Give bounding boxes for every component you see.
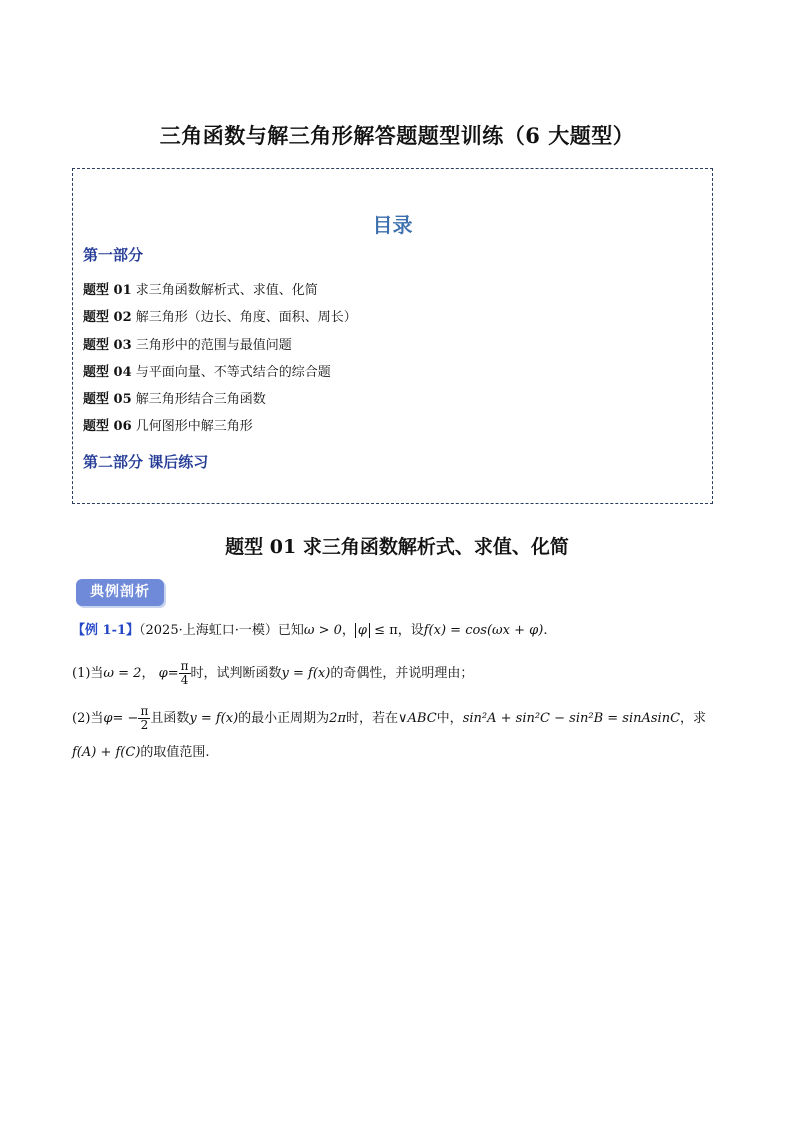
toc-item[interactable] [83, 281, 357, 308]
toc-item-number: 题型 06 [83, 419, 132, 435]
toc-item-number: 题型 01 [83, 283, 132, 298]
condition-phi-bound: ≤ π [370, 623, 398, 638]
triangle-label: ∨ABC [398, 711, 437, 726]
period-value: 2π [329, 711, 346, 726]
omega-value: ω = 2 [103, 666, 142, 681]
toc-item[interactable] [83, 363, 357, 390]
fraction-denominator: 2 [140, 718, 149, 732]
fraction-denominator: 4 [180, 673, 189, 687]
toc-item[interactable] [83, 390, 357, 417]
example-source: （2025·上海虹口·一模）已知 [139, 623, 304, 638]
phi-label: φ= [158, 666, 179, 681]
toc-item-number: 题型 03 [83, 337, 132, 353]
separator: ， [341, 623, 355, 638]
toc-item[interactable] [83, 417, 357, 444]
question-text: 的奇偶性，并说明理由； [330, 666, 474, 681]
toc-item-text: 三角形中的范围与最值问题 [135, 337, 292, 353]
toc-item-text: 几何图形中解三角形 [135, 419, 253, 435]
question-text: 的最小正周期为 [238, 711, 330, 726]
function-y: y = f(x) [189, 711, 239, 726]
question-text: 时，试判断函数 [190, 666, 282, 681]
toc-item-text: 求三角函数解析式、求值、化简 [135, 283, 318, 298]
question-text: (2)当 [72, 711, 104, 726]
document-title: 三角函数与解三角形解答题题型训练（6 大题型） [159, 123, 635, 148]
fraction-pi-over-2 [138, 705, 150, 732]
table-of-contents [72, 168, 713, 504]
example-label: 【例 1-1】 [72, 623, 140, 638]
question-text: 的取值范围. [140, 745, 210, 760]
question-text: 中， [436, 711, 463, 726]
fraction-numerator: π [180, 659, 189, 673]
question-text: 且函数 [150, 711, 190, 726]
toc-heading: 目录 [372, 213, 413, 237]
question-text: ，求 [680, 711, 707, 726]
toc-item[interactable] [83, 336, 357, 363]
toc-part-two[interactable]: 第二部分 课后练习 [83, 453, 209, 471]
fraction-pi-over-4 [179, 660, 191, 687]
toc-list [83, 281, 357, 445]
condition-phi-abs: φ [355, 623, 370, 638]
toc-item-text: 与平面向量、不等式结合的综合题 [135, 364, 331, 380]
question-2 [72, 705, 706, 732]
fraction-numerator: π [140, 704, 149, 718]
question-1 [72, 660, 473, 687]
question-text: 时，若在 [346, 711, 399, 726]
toc-item-text: 解三角形（边长、角度、面积、周长） [135, 310, 357, 326]
example-badge: 典例剖析 [76, 579, 164, 606]
toc-item-text: 解三角形结合三角函数 [135, 392, 266, 408]
function-y: y = f(x) [281, 666, 331, 681]
toc-item[interactable] [83, 308, 357, 335]
toc-part-one[interactable]: 第一部分 [83, 246, 144, 264]
question-2-continued [72, 743, 210, 763]
period-mark: . [543, 623, 548, 638]
section-title: 题型 01 求三角函数解析式、求值、化简 [225, 536, 569, 558]
example-statement [72, 621, 547, 641]
toc-item-number: 题型 04 [83, 364, 132, 380]
toc-item-number: 题型 02 [83, 310, 132, 326]
condition-omega: ω > 0 [303, 623, 342, 638]
sine-equation: sin²A + sin²C − sin²B = sinAsinC [462, 711, 681, 726]
toc-item-number: 题型 05 [83, 392, 132, 408]
phi-label: φ= − [103, 711, 139, 726]
separator: ，设 [397, 623, 424, 638]
question-text: (1)当 [72, 666, 104, 681]
question-text: ， [141, 666, 155, 681]
sum-expression: f(A) + f(C) [72, 745, 141, 760]
function-definition: f(x) = cos(ωx + φ) [423, 623, 544, 638]
